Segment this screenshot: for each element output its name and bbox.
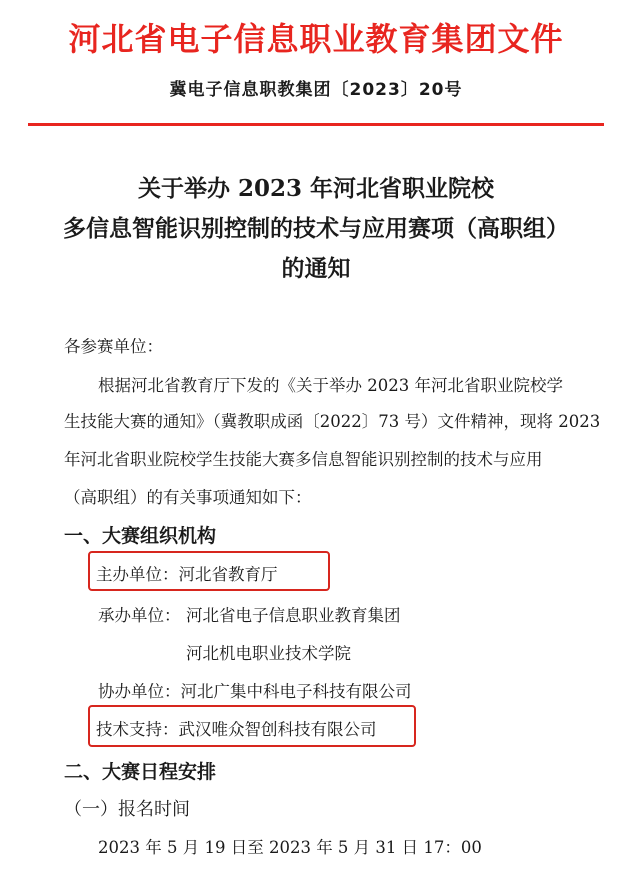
- intro-line-1: 根据河北省教育厅下发的《关于举办 2023 年河北省职业院校学: [98, 376, 563, 395]
- section-1-heading: 一、大赛组织机构: [64, 525, 217, 547]
- organizer-line: 主办单位：河北省教育厅: [96, 565, 278, 584]
- notice-title-line-3: 的通知: [281, 255, 351, 282]
- registration-time-text: 2023 年 5 月 19 日至 2023 年 5 月 31 日 17：00: [98, 838, 482, 857]
- host-organization-2: 河北机电职业技术学院: [186, 644, 351, 663]
- notice-title-line-1: 关于举办 2023 年河北省职业院校: [137, 175, 495, 202]
- salutation: 各参赛单位：: [64, 337, 163, 356]
- notice-title-line-2: 多信息智能识别控制的技术与应用赛项（高职组）: [63, 215, 569, 242]
- intro-line-3: 年河北省职业院校学生技能大赛多信息智能识别控制的技术与应用: [64, 450, 543, 469]
- host-organization-1: 河北省电子信息职业教育集团: [186, 606, 401, 625]
- document-header-title: 河北省电子信息职业教育集团文件: [68, 20, 564, 58]
- document-number: 冀电子信息职教集团〔2023〕20号: [169, 80, 463, 100]
- section-2-heading: 二、大赛日程安排: [64, 761, 217, 783]
- host-label: 承办单位：: [98, 606, 181, 625]
- red-divider-line: [28, 123, 604, 126]
- registration-time-heading: （一）报名时间: [64, 799, 190, 820]
- intro-line-4: （高职组）的有关事项通知如下：: [64, 488, 312, 507]
- tech-support-line: 技术支持：武汉唯众智创科技有限公司: [96, 720, 377, 739]
- co-organizer-line: 协办单位：河北广集中科电子科技有限公司: [98, 682, 412, 701]
- intro-line-2: 生技能大赛的通知》（冀教职成函〔2022〕73 号）文件精神，现将 2023: [64, 412, 601, 431]
